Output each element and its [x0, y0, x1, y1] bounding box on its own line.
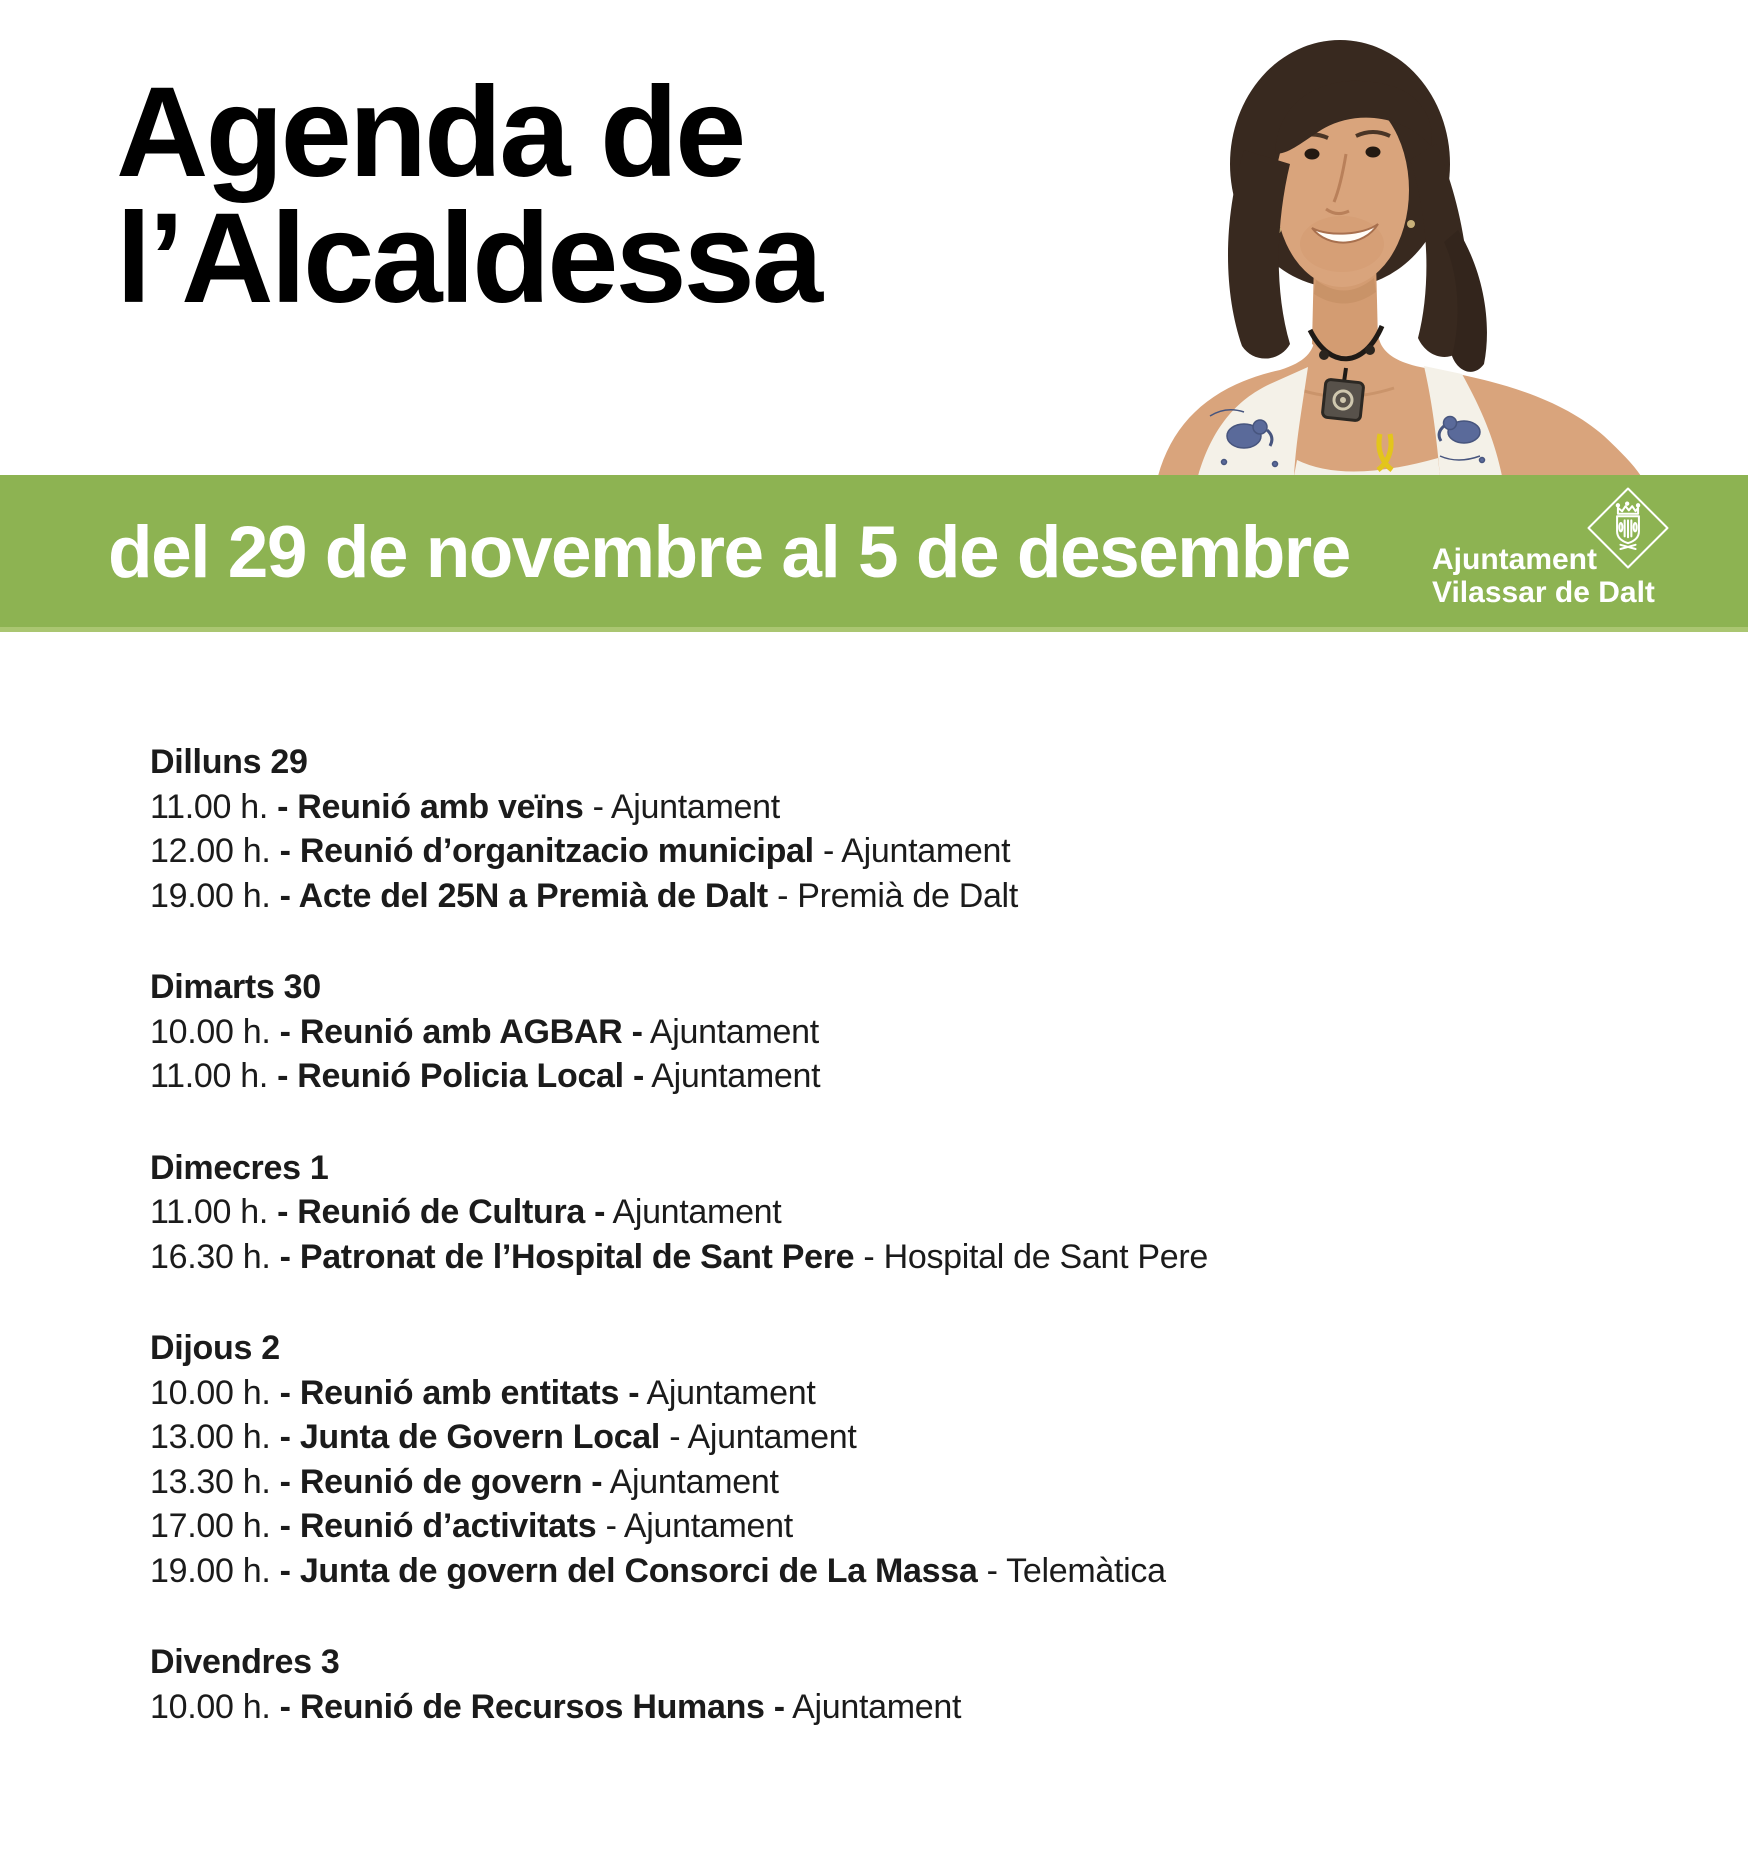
- event-location: - Premià de Dalt: [777, 876, 1018, 915]
- event-row: [150, 1415, 1208, 1460]
- event-row: [150, 785, 1208, 830]
- event-location: - Ajuntament: [822, 832, 1011, 870]
- day-label: Dijous 2: [150, 1329, 280, 1367]
- event-location: Ajuntament: [649, 1012, 819, 1051]
- event-time: 19.00 h.: [150, 876, 271, 915]
- page-title: [116, 61, 820, 330]
- event-row: [150, 1054, 1208, 1099]
- event-location: - Hospital de Sant Pere: [863, 1237, 1209, 1276]
- event-location: - Ajuntament: [605, 1507, 793, 1545]
- event-title: - Reunió amb AGBAR -: [279, 1012, 643, 1051]
- event-time: 10.00 h.: [150, 1687, 271, 1726]
- event-row: [150, 1010, 1208, 1055]
- date-range: del 29 de novembre al 5 de desembre: [108, 512, 1350, 593]
- event-time: 10.00 h.: [150, 1373, 271, 1412]
- event-row: [150, 1235, 1208, 1280]
- event-title: - Reunió d’activitats: [279, 1507, 597, 1545]
- date-banner: [0, 475, 1748, 632]
- event-title: - Reunió de govern -: [279, 1462, 603, 1501]
- event-time: 12.00 h.: [150, 832, 271, 870]
- event-row: [150, 1685, 1208, 1730]
- day-block: [150, 740, 1208, 918]
- org-name: Ajuntament: [1432, 543, 1597, 576]
- event-location: Ajuntament: [612, 1193, 782, 1231]
- event-row: [150, 1190, 1208, 1235]
- event-time: 19.00 h.: [150, 1551, 271, 1590]
- pendant: [1322, 379, 1364, 421]
- event-title: - Reunió amb entitats -: [279, 1373, 640, 1412]
- mayor-portrait-photo: [1140, 32, 1700, 476]
- event-title: - Reunió amb veïns: [277, 787, 584, 826]
- day-block: [150, 965, 1208, 1099]
- event-location: Ajuntament: [651, 1057, 821, 1095]
- event-time: 11.00 h.: [150, 1057, 268, 1095]
- event-title: - Reunió de Cultura -: [277, 1193, 606, 1231]
- day-block: [150, 1640, 1208, 1729]
- day-label: Dimecres 1: [150, 1148, 329, 1187]
- day-block: [150, 1146, 1208, 1280]
- event-row: [150, 874, 1208, 919]
- event-time: 13.00 h.: [150, 1418, 271, 1456]
- event-title: - Junta de govern del Consorci de La Massa: [279, 1551, 978, 1590]
- event-title: - Acte del 25N a Premià de Dalt: [279, 876, 768, 915]
- day-label: Dilluns 29: [150, 743, 308, 781]
- event-title: - Patronat de l’Hospital de Sant Pere: [279, 1237, 855, 1276]
- event-time: 11.00 h.: [150, 1193, 268, 1231]
- schedule-list: [150, 740, 1208, 1776]
- day-block: [150, 1326, 1208, 1593]
- event-location: Ajuntament: [609, 1462, 779, 1501]
- event-time: 10.00 h.: [150, 1012, 271, 1051]
- title-line-2: l’Alcaldessa: [116, 187, 820, 330]
- event-location: - Telemàtica: [986, 1551, 1166, 1590]
- event-row: [150, 1549, 1208, 1594]
- org-place: Vilassar de Dalt: [1432, 576, 1655, 609]
- day-label: Divendres 3: [150, 1643, 340, 1681]
- day-label: Dimarts 30: [150, 968, 321, 1006]
- event-row: [150, 1371, 1208, 1416]
- event-time: 11.00 h.: [150, 787, 268, 826]
- event-row: [150, 829, 1208, 874]
- event-title: - Reunió de Recursos Humans -: [279, 1687, 785, 1726]
- event-title: - Junta de Govern Local: [279, 1418, 661, 1456]
- event-location: Ajuntament: [792, 1687, 962, 1726]
- event-time: 13.30 h.: [150, 1462, 271, 1501]
- event-title: - Reunió d’organitzacio municipal: [279, 832, 814, 870]
- event-time: 17.00 h.: [150, 1507, 271, 1545]
- event-row: [150, 1504, 1208, 1549]
- event-location: Ajuntament: [646, 1373, 816, 1412]
- event-location: - Ajuntament: [669, 1418, 857, 1456]
- org-name-block: [1432, 543, 1655, 609]
- event-time: 16.30 h.: [150, 1237, 271, 1276]
- title-line-1: Agenda de: [116, 61, 744, 204]
- event-title: - Reunió Policia Local -: [277, 1057, 644, 1095]
- event-location: - Ajuntament: [592, 787, 780, 826]
- event-row: [150, 1460, 1208, 1505]
